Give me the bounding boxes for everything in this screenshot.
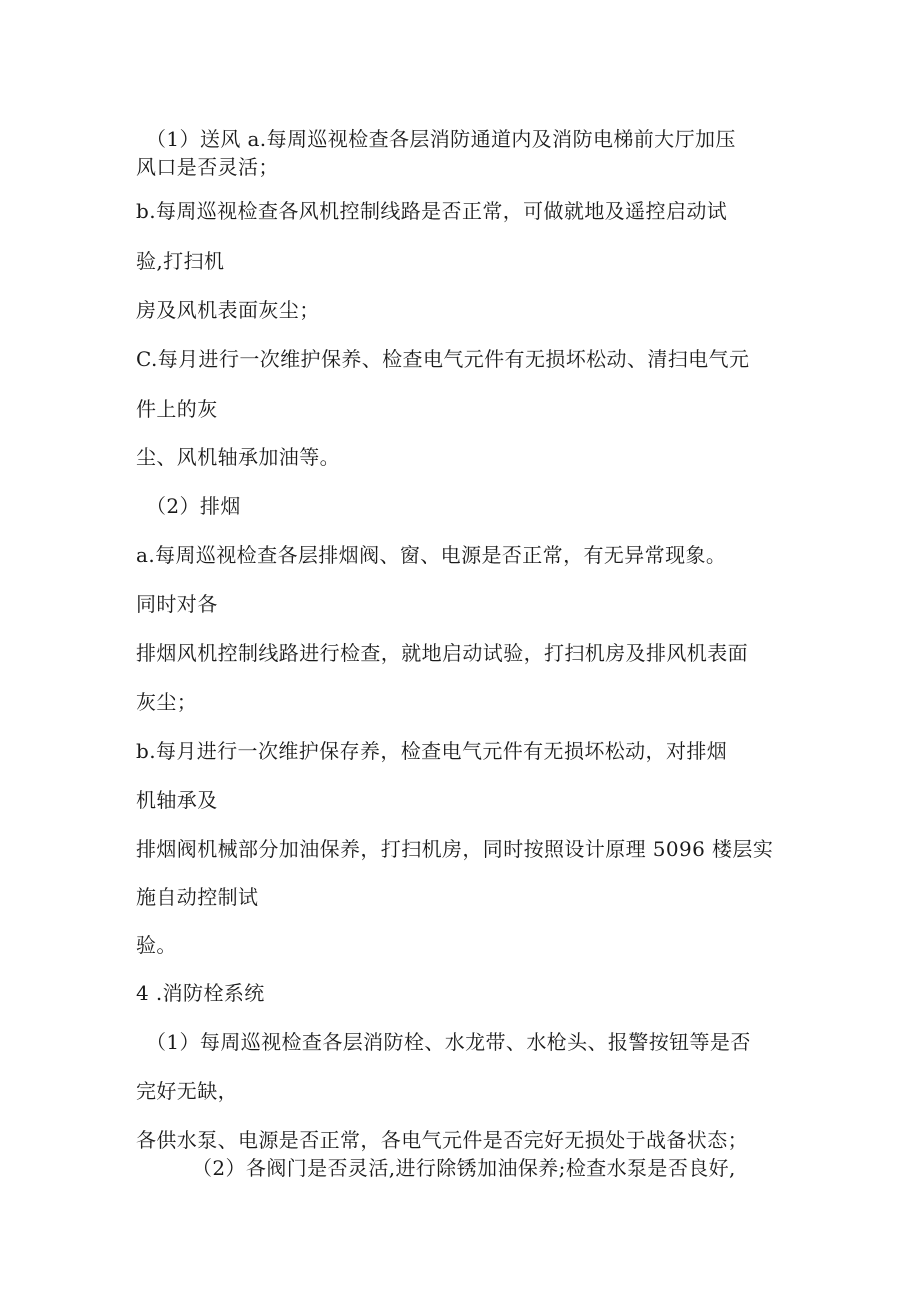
text-line: 机轴承及 [136, 788, 218, 812]
text-line: 排烟风机控制线路进行检查，就地启动试验，打扫机房及排风机表面 [136, 641, 748, 665]
text-line: b.每周巡视检查各风机控制线路是否正常，可做就地及遥控启动试 [136, 199, 728, 223]
text-line: 完好无缺， [136, 1079, 238, 1103]
text-line: （2）各阀门是否灵活,进行除锈加油保养;检查水泵是否良好, [192, 1156, 736, 1180]
text-line: 验。 [136, 933, 177, 957]
text-line: （1）送风 a.每周巡视检查各层消防通道内及消防电梯前大厅加压 [146, 127, 736, 151]
text-line: 施自动控制试 [136, 885, 259, 909]
section-heading: （2）排烟 [146, 494, 241, 518]
text-line: a.每周巡视检查各层排烟阀、窗、电源是否正常，有无异常现象。 [136, 543, 727, 567]
text-line: b.每月进行一次维护保存养，检查电气元件有无损坏松动，对排烟 [136, 739, 728, 763]
text-line: C.每月进行一次维护保养、检查电气元件有无损坏松动、清扫电气元 [136, 347, 750, 371]
text-line: 同时对各 [136, 592, 218, 616]
text-line: （1）每周巡视检查各层消防栓、水龙带、水枪头、报警按钮等是否 [146, 1030, 751, 1054]
text-line: 排烟阀机械部分加油保养，打扫机房，同时按照设计原理 5096 楼层实 [136, 837, 774, 861]
text-line: 尘、风机轴承加油等。 [136, 445, 340, 469]
text-line: 风口是否灵活； [136, 155, 279, 179]
text-line: 灰尘； [136, 690, 198, 714]
text-line: 房及风机表面灰尘； [136, 298, 320, 322]
text-line: 各供水泵、电源是否正常，各电气元件是否完好无损处于战备状态； [136, 1128, 748, 1152]
section-heading: 4 .消防栓系统 [136, 981, 265, 1005]
text-line: 件上的灰 [136, 397, 218, 421]
text-line: 验,打扫机 [136, 249, 225, 273]
